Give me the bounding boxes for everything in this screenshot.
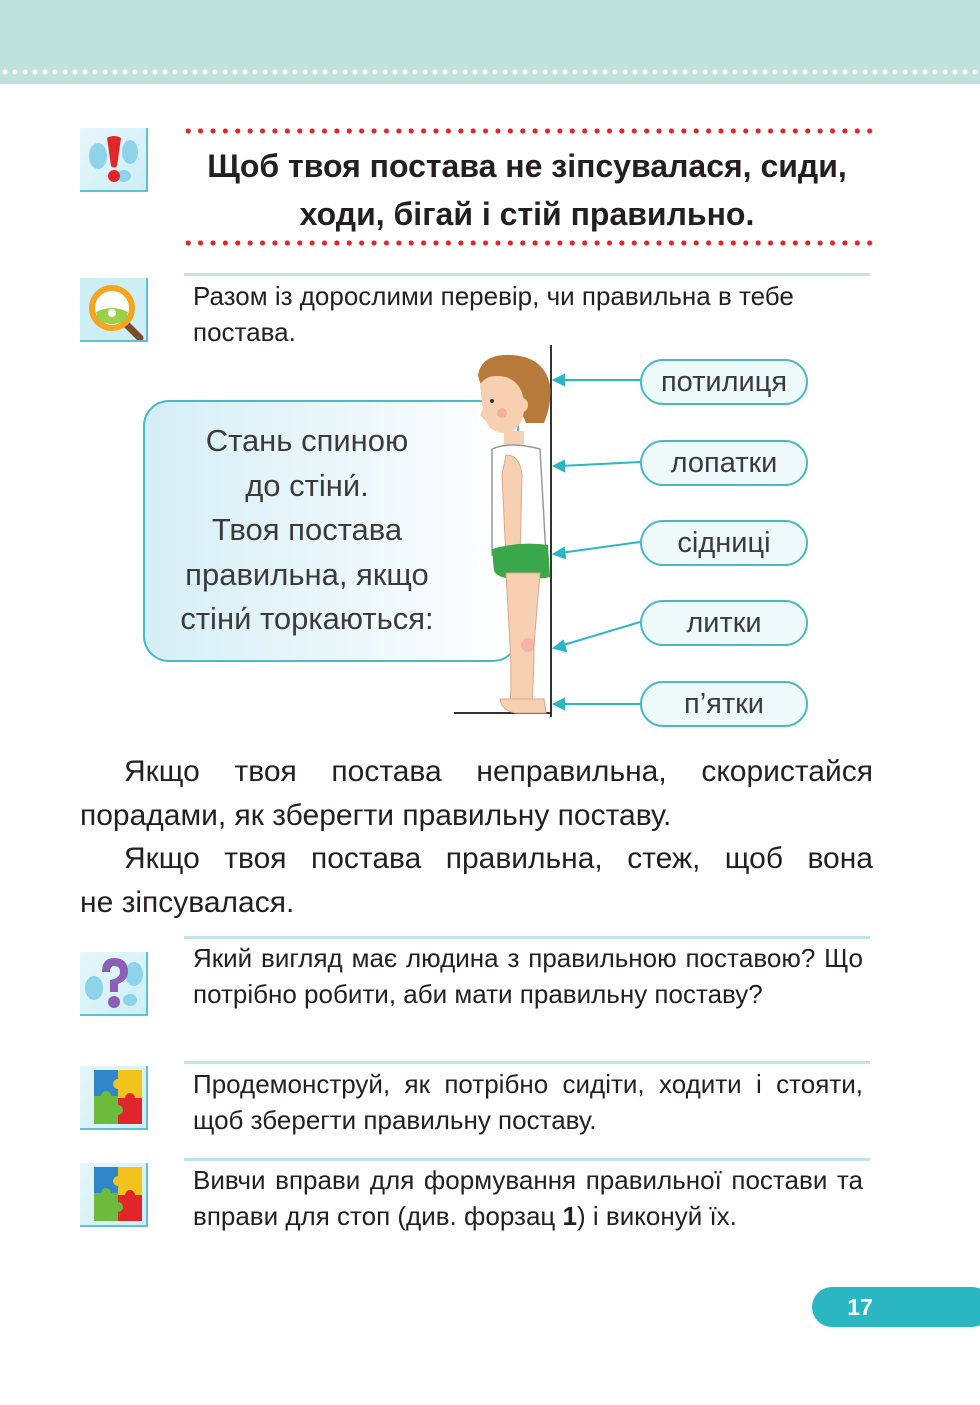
task-2-rule — [184, 1061, 870, 1064]
paragraph-2-line-2: не зіпсувалася. — [80, 886, 295, 919]
label-shoulder-blades: лопатки — [640, 440, 808, 486]
heading-line-1: Щоб твоя постава не зіпсувалася, сиди, — [207, 148, 847, 184]
callout-line-4: правильна, якщо — [185, 556, 429, 592]
task-1-text: Разом із дорослими перевір, чи правильна в тебе постава. — [193, 281, 794, 347]
paragraph-1-line-2: порадами, як зберегти правильну поставу. — [80, 799, 672, 832]
task-3-text-end: ) і виконуй їх. — [577, 1201, 737, 1231]
label-occiput: потилиця — [640, 359, 808, 405]
paragraph-2 — [80, 837, 873, 925]
callout-line-3: Твоя постава — [211, 512, 403, 548]
puzzle-icon — [80, 1066, 148, 1130]
paragraph-1 — [80, 750, 873, 838]
puzzle-icon — [80, 1163, 148, 1227]
paragraph-2-line-1: Якщо твоя постава правильна, стеж, щоб вона — [124, 842, 873, 875]
label-buttocks: сідниці — [640, 520, 808, 566]
paragraph-1-line-1: Якщо твоя постава неправильна, скористайся — [124, 755, 873, 788]
task-2-text: Продемонструй, як потрібно сидіти, ходити і стояти, щоб зберегти правильну поставу. — [193, 1069, 863, 1135]
callout-line-5: стіни́ торкаються: — [180, 601, 434, 637]
endpaper-number: 1 — [562, 1201, 577, 1231]
label-calves: литки — [640, 600, 808, 646]
label-heels: п’ятки — [640, 681, 808, 727]
page-number: 17 — [847, 1294, 873, 1320]
task-3-text — [193, 1162, 863, 1234]
callout-line-2: до стіни́. — [245, 467, 369, 503]
task-3-rule — [184, 1158, 870, 1161]
question-rule — [184, 936, 870, 939]
heading-line-2: ходи, бігай і стій правильно. — [299, 196, 755, 232]
question-text: Який вигляд має людина з правильною постaвою? Що потрібно робити, аби мати правильну поставу? — [193, 943, 863, 1009]
callout-line-1: Стань спиною — [205, 423, 409, 458]
question-icon — [80, 952, 148, 1016]
task-3-text-start: Вивчи вправи для формування правильної постави та вправи для стоп (див. форзац — [193, 1165, 863, 1231]
